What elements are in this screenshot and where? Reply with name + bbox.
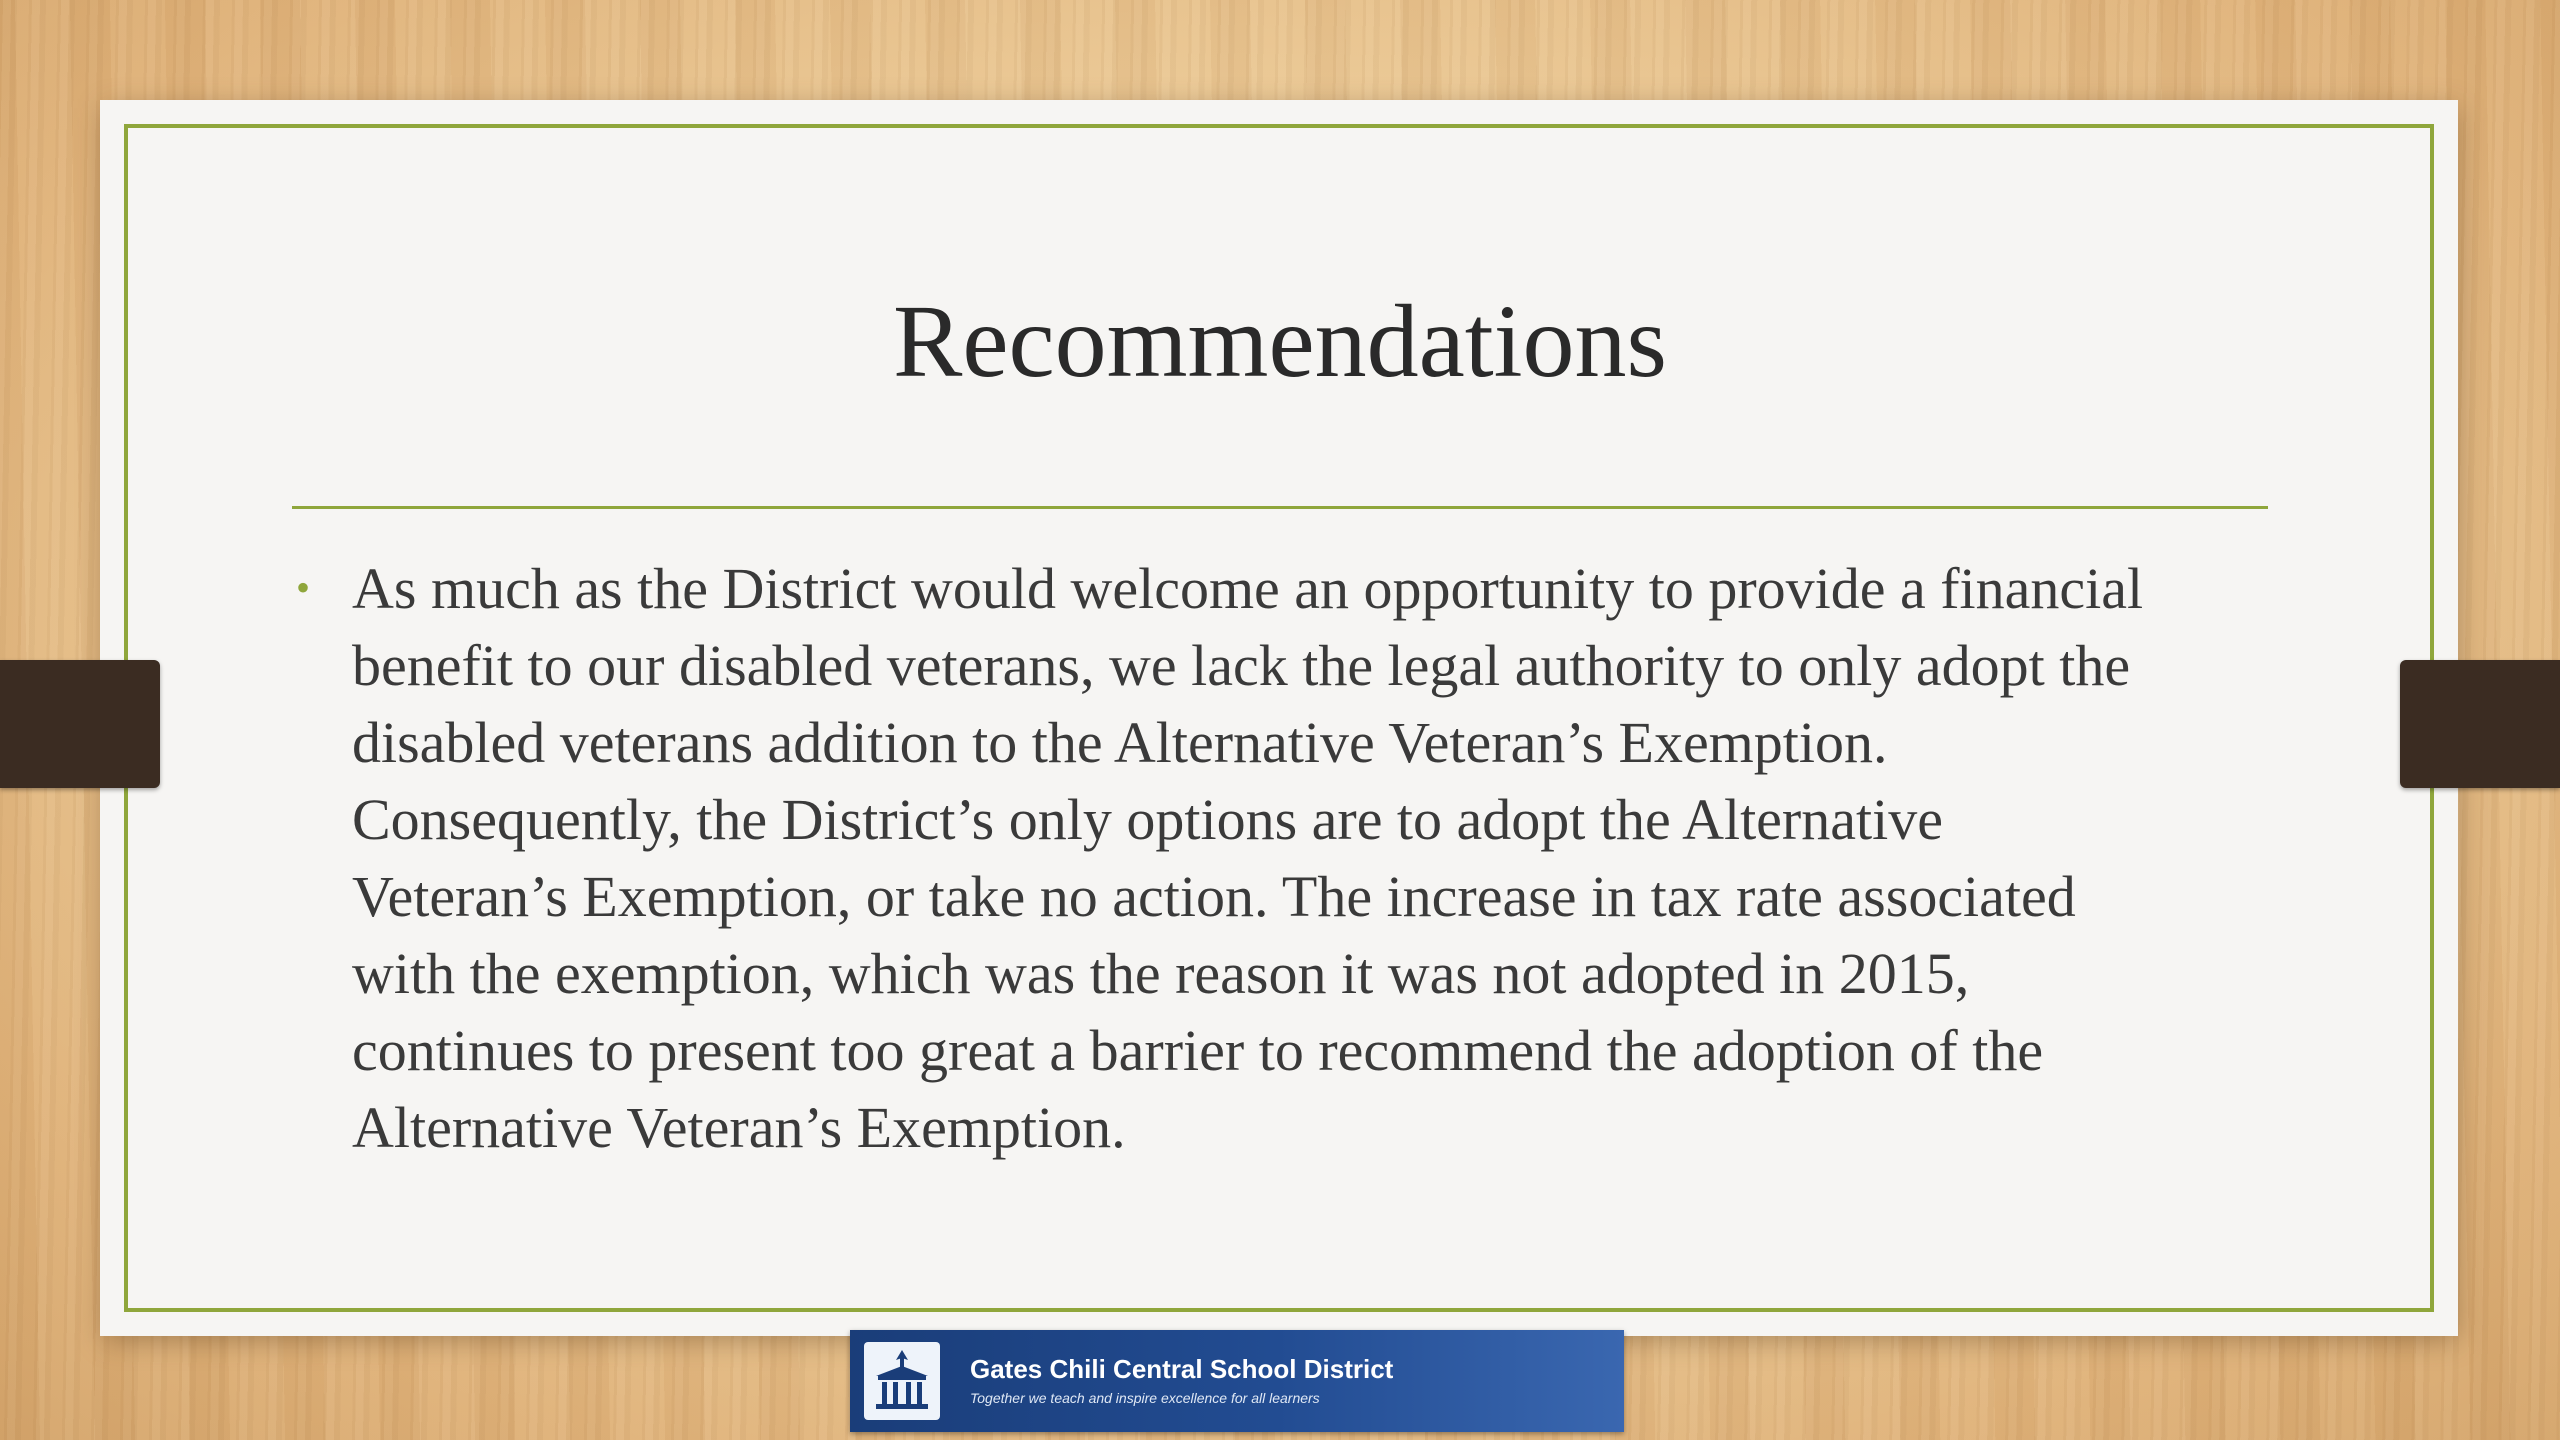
left-binder-clip (0, 660, 160, 788)
district-name: Gates Chili Central School District (970, 1354, 1394, 1384)
bullet-line: Consequently, the District’s only options are to adopt the Alternative (352, 787, 1943, 852)
right-binder-clip (2400, 660, 2560, 788)
bullet-line: continues to present too great a barrier to recommend the adoption of the (352, 1018, 2044, 1083)
bullet-item (292, 550, 2282, 1166)
bullet-line: disabled veterans addition to the Alternative Veteran’s Exemption. (352, 710, 1888, 775)
school-building-icon (864, 1342, 940, 1420)
bullet-line: benefit to our disabled veterans, we lack the legal authority to only adopt the (352, 633, 2131, 698)
bullet-line: As much as the District would welcome an opportunity to provide a financial (352, 556, 2144, 621)
bullet-line: with the exemption, which was the reason it was not adopted in 2015, (352, 941, 1970, 1006)
bullet-line: Alternative Veteran’s Exemption. (352, 1095, 1126, 1160)
slide-title: Recommendations (892, 284, 1668, 399)
bullet-icon: • (296, 565, 311, 610)
bullet-line: Veteran’s Exemption, or take no action. The increase in tax rate associated (352, 864, 2076, 929)
district-footer-banner (850, 1330, 1624, 1432)
district-tagline: Together we teach and inspire excellence for all learners (970, 1390, 1320, 1406)
title-divider (292, 506, 2268, 509)
bullet-list (292, 550, 2282, 1166)
